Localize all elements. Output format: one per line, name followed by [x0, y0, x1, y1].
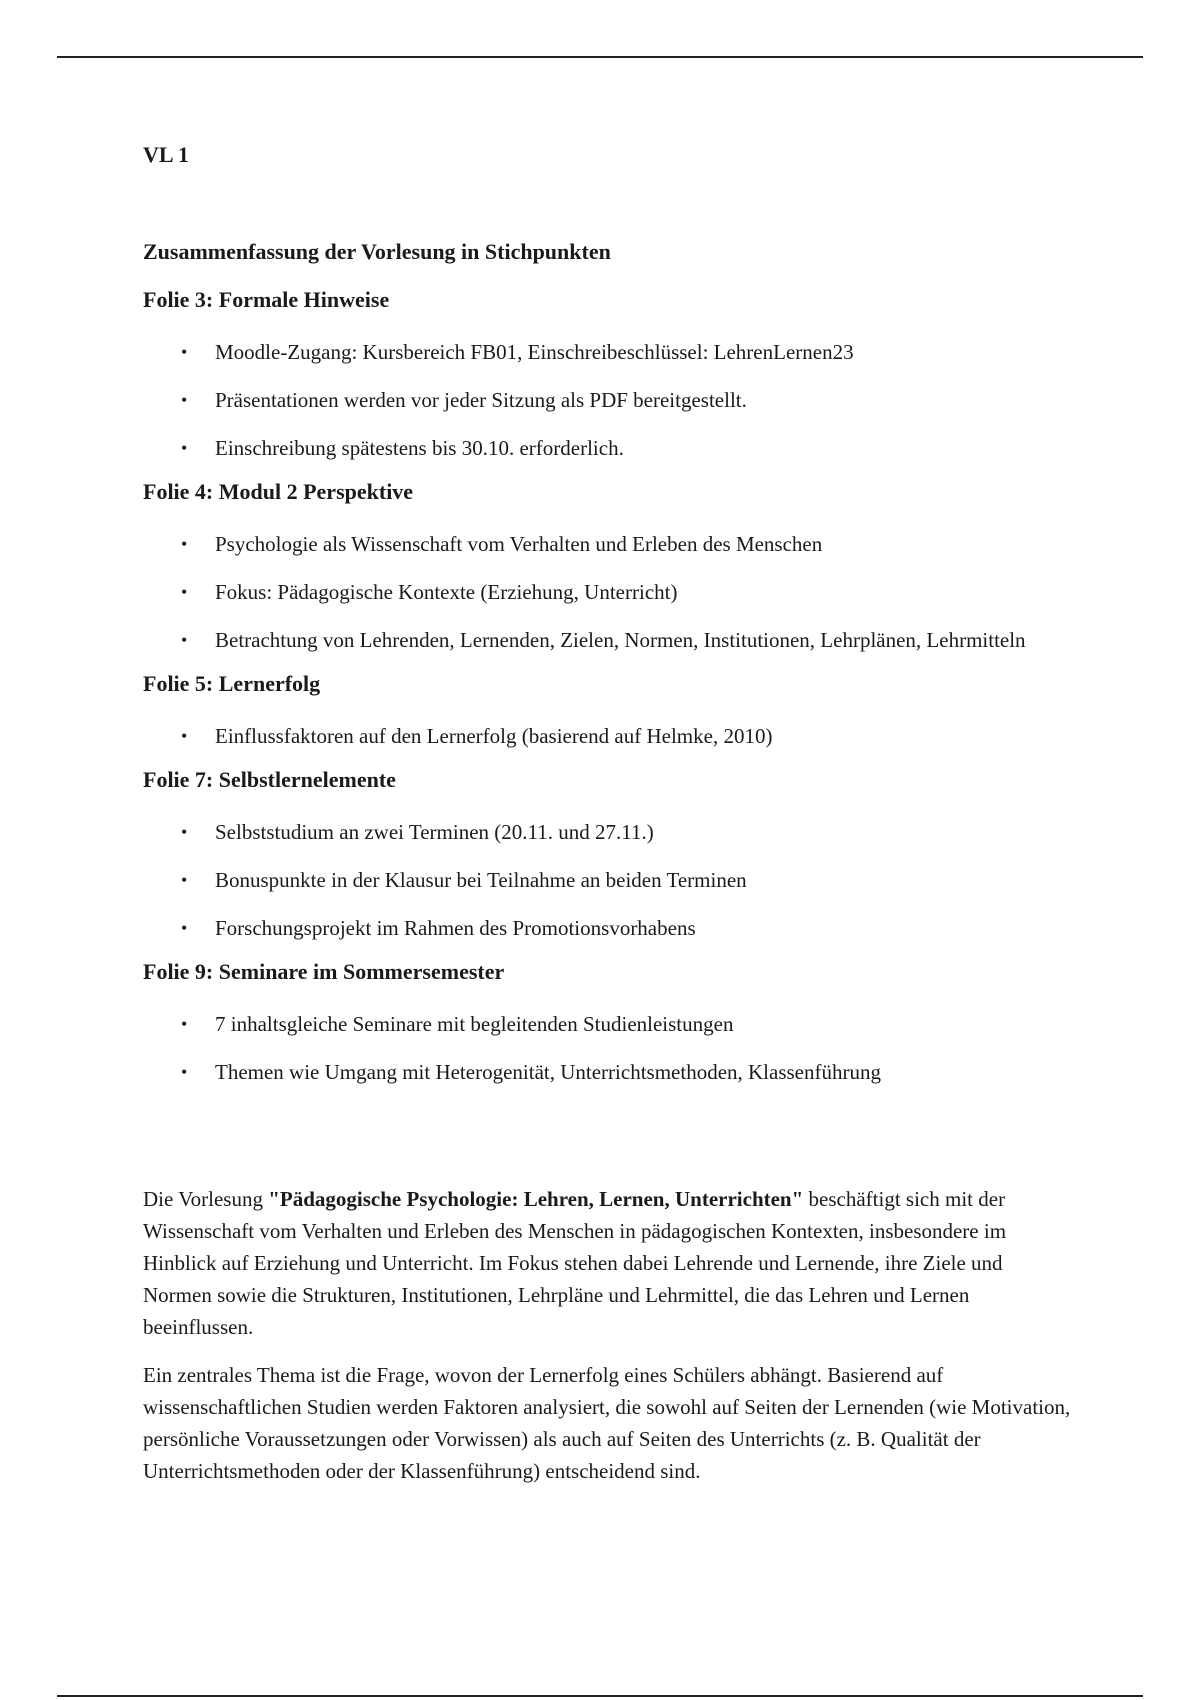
list-item-text: Themen wie Umgang mit Heterogenität, Unterrichtsmethoden, Klassenführung	[215, 1060, 881, 1084]
bullet-list	[143, 528, 1073, 656]
top-divider	[57, 56, 1143, 58]
bullet-list	[143, 720, 1073, 752]
list-item	[143, 720, 1073, 752]
list-item	[143, 912, 1073, 944]
list-item	[143, 432, 1073, 464]
bullet-icon: •	[181, 1014, 188, 1034]
list-item	[143, 1056, 1073, 1088]
list-item	[143, 576, 1073, 608]
list-item-text: Psychologie als Wissenschaft vom Verhalten und Erleben des Menschen	[215, 532, 823, 556]
slide-heading: Folie 3: Formale Hinweise	[143, 287, 390, 312]
bullet-icon: •	[181, 582, 188, 602]
bullet-icon: •	[181, 1062, 188, 1082]
paragraph-intro	[143, 1183, 1073, 1343]
bullet-icon: •	[181, 438, 188, 458]
slide-section	[143, 664, 1073, 752]
bullet-list	[143, 816, 1073, 944]
slide-section	[143, 472, 1073, 656]
bullet-icon: •	[181, 630, 188, 650]
bullet-icon: •	[181, 870, 188, 890]
bottom-divider	[57, 1695, 1143, 1697]
slide-section	[143, 280, 1073, 464]
prose-section	[143, 1183, 1073, 1487]
slide-heading: Folie 4: Modul 2 Perspektive	[143, 479, 414, 504]
bullet-icon: •	[181, 534, 188, 554]
bullet-icon: •	[181, 918, 188, 938]
list-item-text: Moodle-Zugang: Kursbereich FB01, Einschreibeschlüssel: LehrenLernen23	[215, 340, 854, 364]
list-item-text: Fokus: Pädagogische Kontexte (Erziehung, Unterricht)	[215, 580, 678, 604]
bullet-list	[143, 1008, 1073, 1088]
list-item	[143, 336, 1073, 368]
slide-heading: Folie 7: Selbstlernelemente	[143, 767, 396, 792]
slide-heading: Folie 9: Seminare im Sommersemester	[143, 959, 505, 984]
list-item-text: Präsentationen werden vor jeder Sitzung als PDF bereitgestellt.	[215, 388, 747, 412]
paragraph-intro-lead: Die Vorlesung	[143, 1187, 269, 1211]
slide-section	[143, 952, 1073, 1088]
list-item	[143, 864, 1073, 896]
bullet-icon: •	[181, 822, 188, 842]
list-item-text: Einflussfaktoren auf den Lernerfolg (basierend auf Helmke, 2010)	[215, 724, 773, 748]
lecture-title-bold: "Pädagogische Psychologie: Lehren, Lernen, Unterrichten"	[268, 1187, 804, 1211]
list-item-text: Forschungsprojekt im Rahmen des Promotionsvorhabens	[215, 916, 696, 940]
bullet-icon: •	[181, 342, 188, 362]
list-item	[143, 624, 1073, 656]
list-item-text: Selbststudium an zwei Terminen (20.11. und 27.11.)	[215, 820, 654, 844]
slide-section	[143, 760, 1073, 944]
document-title: VL 1	[143, 142, 189, 167]
slides-section	[143, 280, 1073, 1088]
list-item-text: Einschreibung spätestens bis 30.10. erforderlich.	[215, 436, 624, 460]
list-item-text: Betrachtung von Lehrenden, Lernenden, Zielen, Normen, Institutionen, Lehrplänen, Lehrmitteln	[215, 628, 1026, 652]
bullet-icon: •	[181, 390, 188, 410]
list-item	[143, 528, 1073, 560]
list-item-text: 7 inhaltsgleiche Seminare mit begleitenden Studienleistungen	[215, 1012, 734, 1036]
list-item	[143, 384, 1073, 416]
bullet-list	[143, 336, 1073, 464]
paragraph-learning-success: Ein zentrales Thema ist die Frage, wovon der Lernerfolg eines Schülers abhängt. Basierend auf wissenschaftlichen Studien werden Faktoren analysiert, die sowohl auf Seiten der Lernenden (wie Motivation, persönliche Voraussetzungen oder Vorwissen) als auch auf Seiten des Unterrichts (z. B. Qualität der Unterrichtsmethoden oder der Klassenführung) entscheidend sind.	[143, 1363, 1071, 1483]
list-item	[143, 816, 1073, 848]
list-item-text: Bonuspunkte in der Klausur bei Teilnahme an beiden Terminen	[215, 868, 747, 892]
slide-heading: Folie 5: Lernerfolg	[143, 671, 321, 696]
paragraph-intro-rest: beschäftigt sich mit der Wissenschaft vom Verhalten und Erleben des Menschen in pädagogischen Kontexten, insbesondere im Hinblick auf Erziehung und Unterricht. Im Fokus stehen dabei Lehrende und Lernende, ihre Ziele und Normen sowie die Strukturen, Institutionen, Lehrpläne und Lehrmittel, die das Lehren und Lernen beeinflussen.	[143, 1187, 1007, 1339]
document-page	[143, 135, 1073, 1503]
list-item	[143, 1008, 1073, 1040]
summary-heading: Zusammenfassung der Vorlesung in Stichpunkten	[143, 239, 611, 264]
bullet-icon: •	[181, 726, 188, 746]
